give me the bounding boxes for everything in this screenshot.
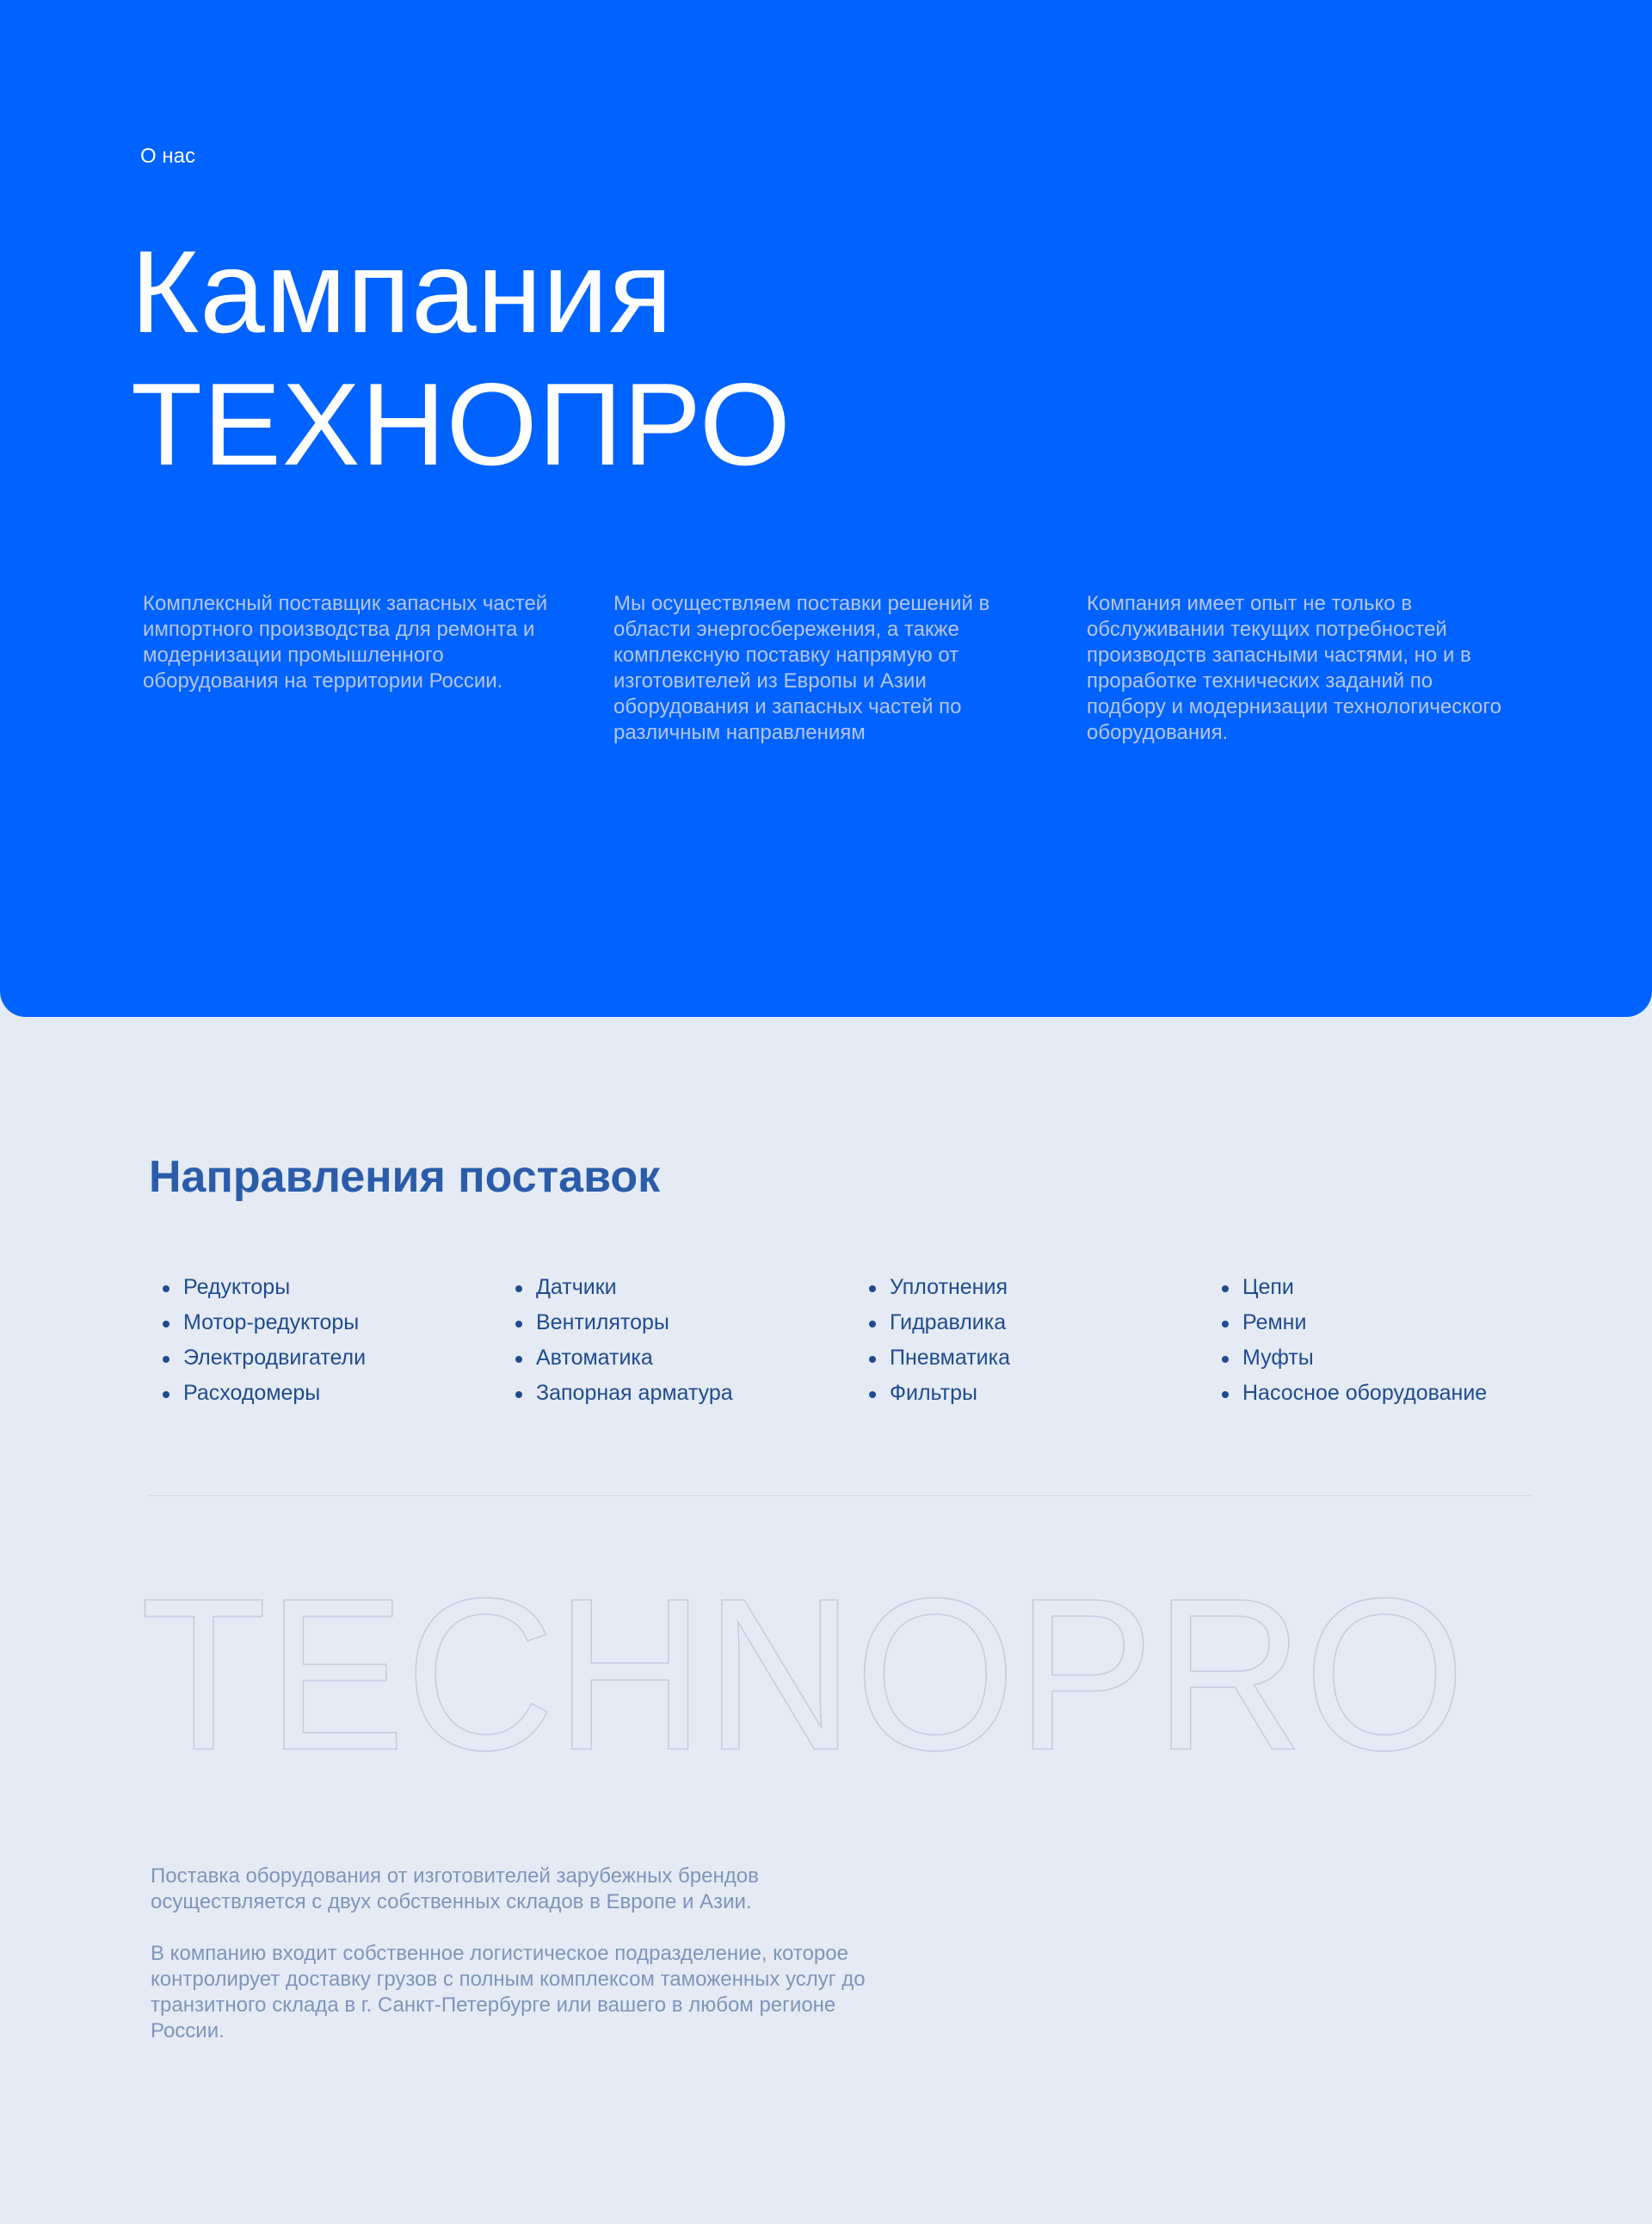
directions-list-4 [1208,1270,1487,1411]
list-item: Пневматика [855,1340,1010,1376]
page-title-line-1: Кампания [131,226,674,357]
hero-section [0,0,1652,1017]
brand-watermark [140,1549,1482,1772]
list-item: Датчики [502,1270,733,1305]
brand-watermark-text: TECHNOPRO [140,1554,1465,1772]
info-paragraph-1: Поставка оборудования от изготовителей зарубежных брендов осуществляется с двух собственных складов в Европе и Азии. [151,1864,759,1913]
list-item: Гидравлика [855,1305,1010,1340]
directions-list-2 [502,1270,733,1411]
directions-list-1 [149,1270,366,1411]
page-title-line-2: ТЕХНОПРО [131,359,792,490]
hero-text-column-2: Мы осуществляем поставки решений в области энергосбережения, а также комплексную поставку напрямую от изготовителей из Европы и Азии оборудования и запасных частей по различным направлениям [613,592,990,744]
list-item: Цепи [1208,1270,1487,1305]
list-item: Электродвигатели [149,1340,366,1376]
list-item: Запорная арматура [502,1376,733,1411]
hero-text-column-1: Комплексный поставщик запасных частей импортного производства для ремонта и модернизации промышленного оборудования на территории России. [143,592,548,693]
list-item: Мотор-редукторы [149,1305,366,1340]
info-block [151,1864,891,2070]
list-item: Редукторы [149,1270,366,1305]
list-item: Муфты [1208,1340,1487,1376]
directions-list-3 [855,1270,1010,1411]
list-item: Автоматика [502,1340,733,1376]
list-item: Насосное оборудование [1208,1376,1487,1411]
directions-title: Направления поставок [149,1152,661,1202]
list-item: Ремни [1208,1305,1487,1340]
list-item: Фильтры [855,1376,1010,1411]
section-divider [148,1495,1532,1496]
list-item: Уплотнения [855,1270,1010,1305]
hero-text-column-3: Компания имеет опыт не только в обслуживании текущих потребностей производств запасными частями, но и в проработке технических заданий по подбору и модернизации технологического оборудования. [1087,592,1501,744]
info-paragraph-2: В компанию входит собственное логистическое подразделение, которое контролирует доставку грузов с полным комплексом таможенных услуг до транзитного склада в г. Санкт-Петербурге или вашего в любом регионе России. [151,1942,866,2042]
section-eyebrow: О нас [140,145,195,168]
list-item: Вентиляторы [502,1305,733,1340]
list-item: Расходомеры [149,1376,366,1411]
page-title [131,225,792,490]
